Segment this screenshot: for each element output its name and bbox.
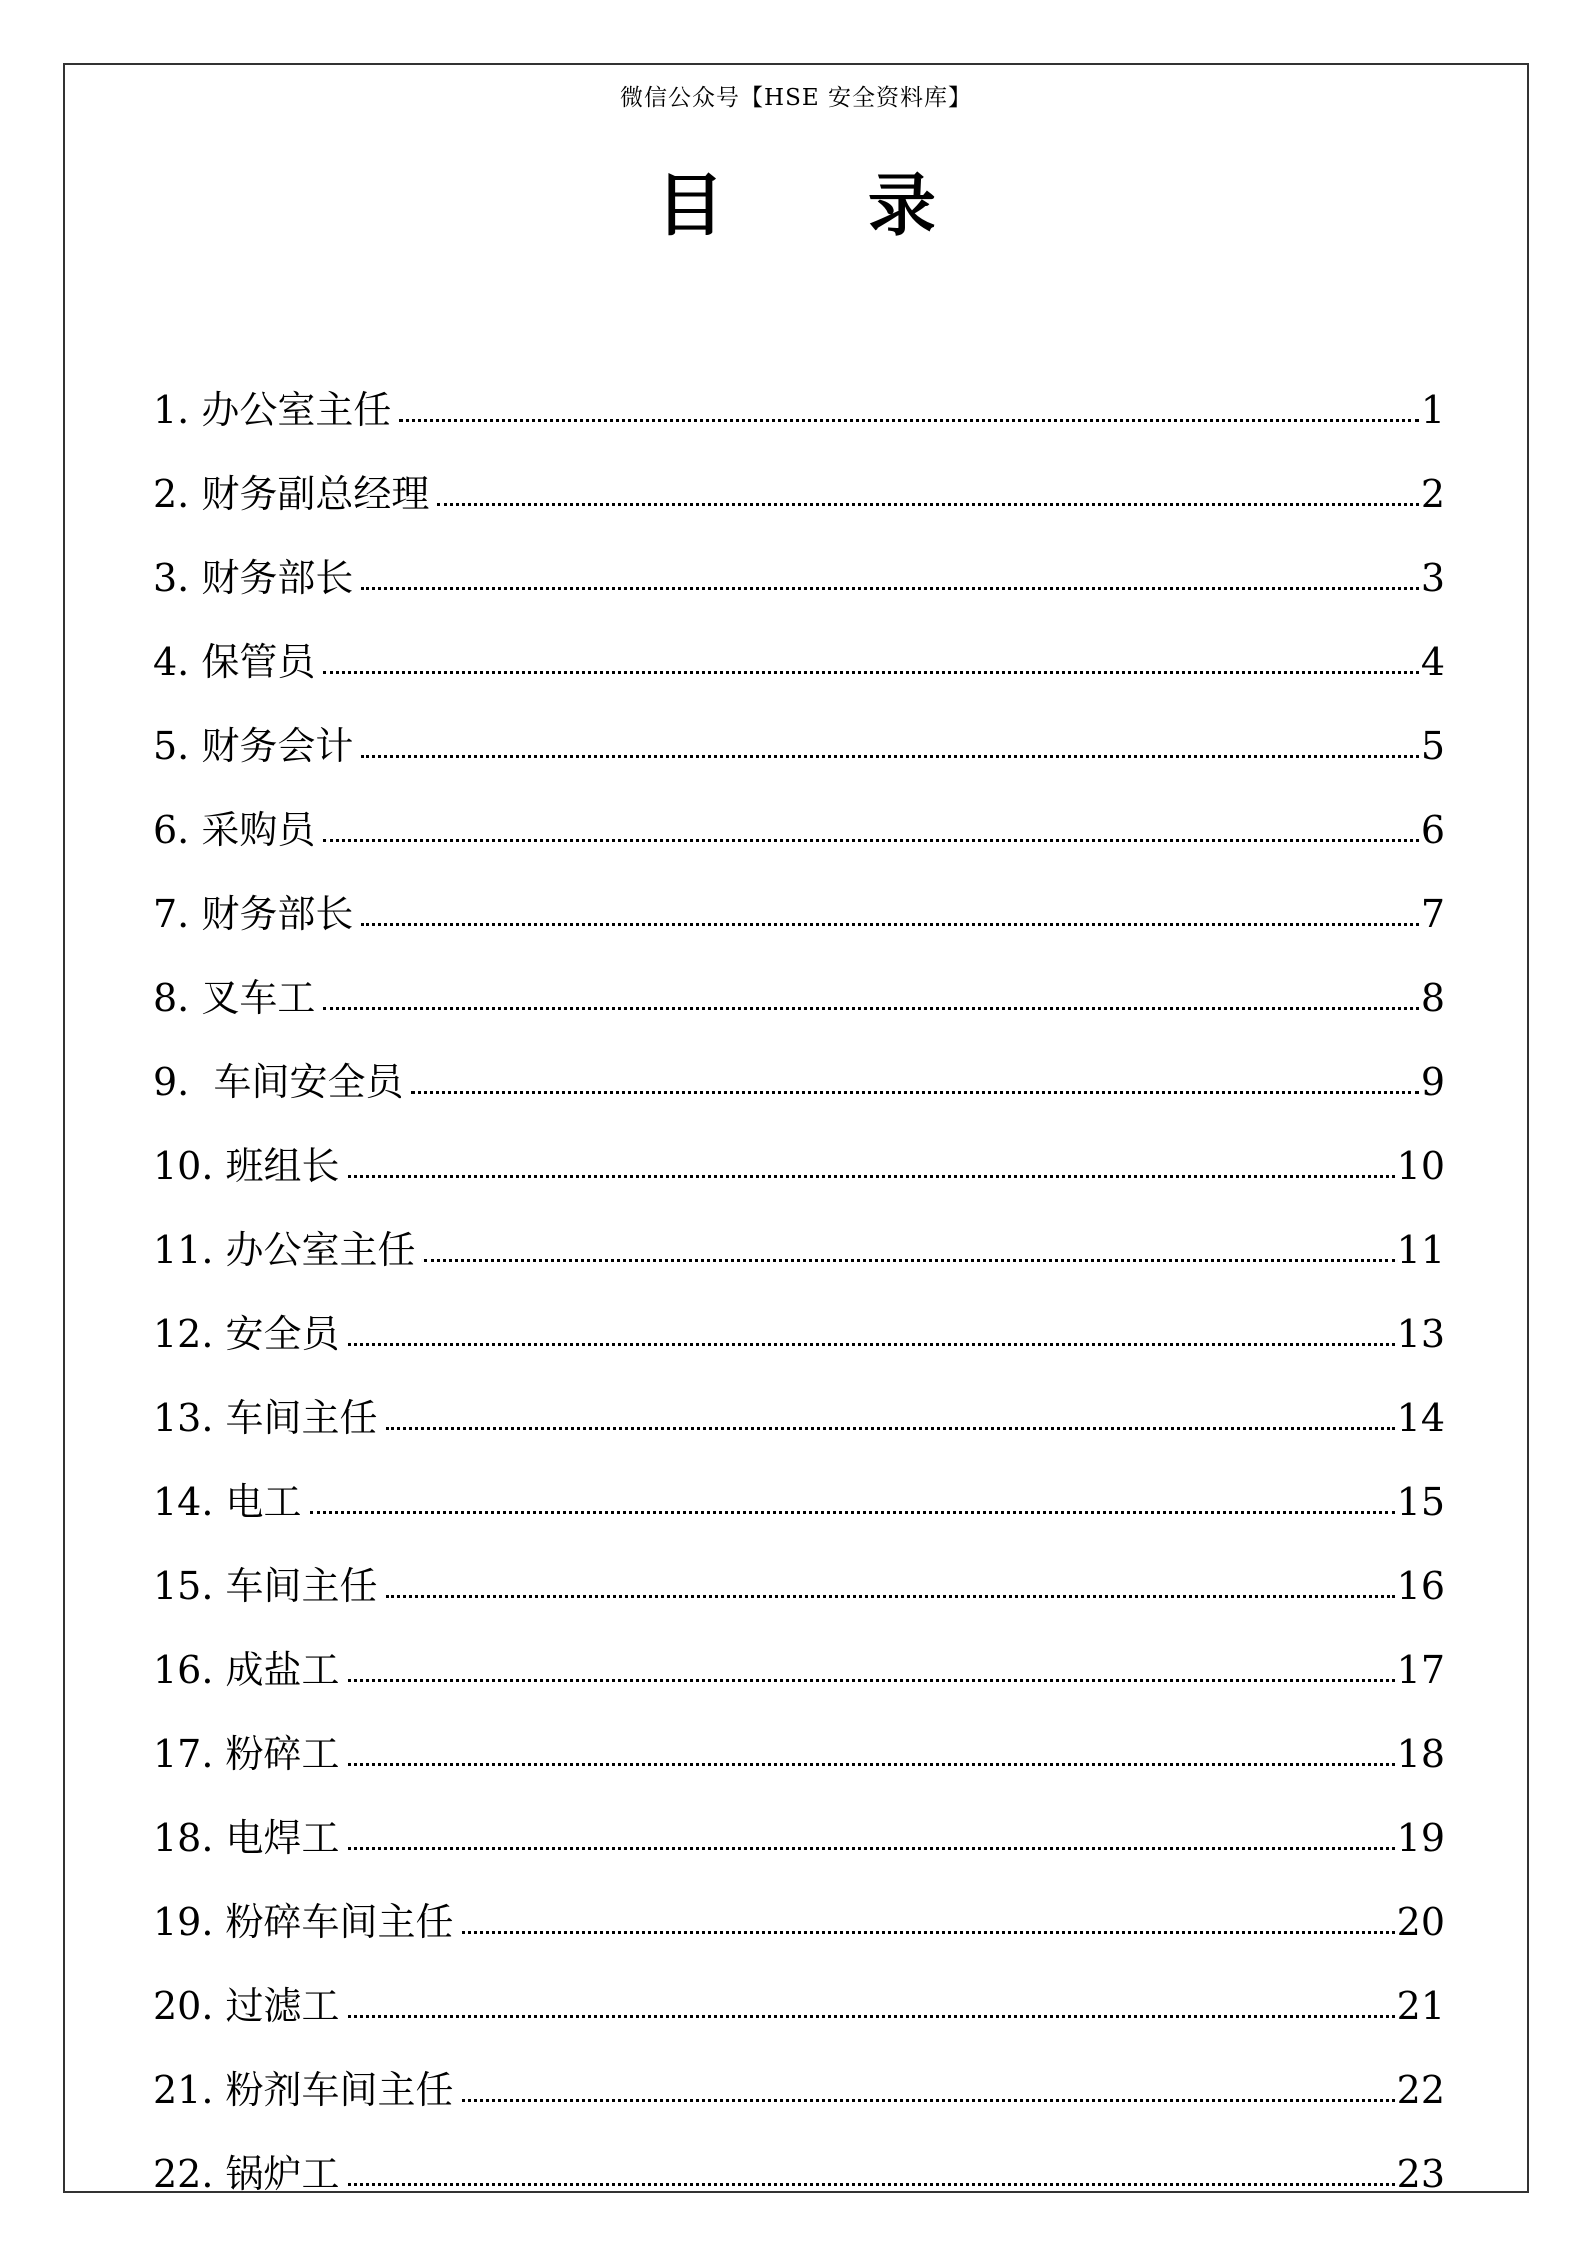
toc-dot-leader bbox=[348, 1175, 1395, 1178]
toc-entry[interactable] bbox=[153, 1857, 1445, 1944]
toc-entry-number: 1. bbox=[153, 388, 190, 432]
toc-entry-label: 过滤工 bbox=[225, 1984, 340, 2028]
toc-dot-leader bbox=[310, 1511, 1395, 1514]
toc-dot-leader bbox=[386, 1595, 1395, 1598]
toc-entry-page-number: 1 bbox=[1420, 388, 1445, 432]
toc-dot-leader bbox=[348, 1847, 1395, 1850]
toc-dot-leader bbox=[323, 1007, 1418, 1010]
toc-entry-label: 粉剂车间主任 bbox=[225, 2068, 454, 2112]
toc-dot-leader bbox=[399, 419, 1418, 422]
toc-entry[interactable] bbox=[153, 1437, 1445, 1524]
toc-dot-leader bbox=[424, 1259, 1395, 1262]
toc-entry-page-number: 13 bbox=[1396, 1312, 1445, 1356]
toc-entry[interactable] bbox=[153, 933, 1445, 1020]
toc-entry-number: 14. bbox=[153, 1480, 214, 1524]
toc-entry-number: 5. bbox=[153, 724, 190, 768]
toc-entry-page-number: 7 bbox=[1420, 892, 1445, 936]
toc-entry-label: 办公室主任 bbox=[225, 1228, 416, 1272]
toc-entry-label: 财务部长 bbox=[201, 892, 354, 936]
toc-entry-number: 4. bbox=[153, 640, 190, 684]
toc-entry-label: 采购员 bbox=[201, 808, 316, 852]
toc-entry-label: 成盐工 bbox=[225, 1648, 340, 1692]
toc-dot-leader bbox=[348, 1679, 1395, 1682]
toc-dot-leader bbox=[348, 2183, 1395, 2186]
toc-entry-number: 17. bbox=[153, 1732, 214, 1776]
toc-dot-leader bbox=[361, 587, 1418, 590]
toc-entry-page-number: 10 bbox=[1396, 1144, 1445, 1188]
toc-entry-number: 2. bbox=[153, 472, 190, 516]
toc-entry-label: 粉碎工 bbox=[225, 1732, 340, 1776]
toc-entry-page-number: 16 bbox=[1396, 1564, 1445, 1608]
toc-dot-leader bbox=[348, 2015, 1395, 2018]
toc-entry-page-number: 18 bbox=[1396, 1732, 1445, 1776]
toc-entry[interactable] bbox=[153, 1773, 1445, 1860]
toc-dot-leader bbox=[348, 1763, 1395, 1766]
toc-entry-number: 15. bbox=[153, 1564, 214, 1608]
toc-entry-page-number: 8 bbox=[1420, 976, 1445, 1020]
toc-entry[interactable] bbox=[153, 1521, 1445, 1608]
toc-entry-page-number: 11 bbox=[1396, 1228, 1445, 1272]
toc-entry[interactable] bbox=[153, 1941, 1445, 2028]
toc-entry[interactable] bbox=[153, 1689, 1445, 1776]
toc-dot-leader bbox=[462, 1931, 1395, 1934]
toc-entry-number: 18. bbox=[153, 1816, 214, 1860]
toc-entry-page-number: 14 bbox=[1396, 1396, 1445, 1440]
toc-entry-label: 财务副总经理 bbox=[201, 472, 430, 516]
toc-entry-number: 11. bbox=[153, 1228, 214, 1272]
toc-entry-number: 7. bbox=[153, 892, 190, 936]
toc-entry-page-number: 21 bbox=[1396, 1984, 1445, 2028]
toc-entry[interactable] bbox=[153, 1101, 1445, 1188]
toc-entry-page-number: 23 bbox=[1396, 2152, 1445, 2196]
toc-entry[interactable] bbox=[153, 1185, 1445, 1272]
toc-entry-page-number: 22 bbox=[1396, 2068, 1445, 2112]
toc-entry-label: 财务会计 bbox=[201, 724, 354, 768]
toc-entry-label: 班组长 bbox=[225, 1144, 340, 1188]
toc-entry-page-number: 9 bbox=[1420, 1060, 1445, 1104]
toc-entry[interactable] bbox=[153, 765, 1445, 852]
toc-entry-label: 车间主任 bbox=[225, 1396, 378, 1440]
toc-entry-page-number: 15 bbox=[1396, 1480, 1445, 1524]
toc-entry-number: 6. bbox=[153, 808, 190, 852]
toc-entry-label: 锅炉工 bbox=[225, 2152, 340, 2196]
toc-entry-number: 9. bbox=[153, 1060, 190, 1104]
toc-entry-number: 21. bbox=[153, 2068, 214, 2112]
toc-entry-page-number: 2 bbox=[1420, 472, 1445, 516]
toc-entry-label: 电焊工 bbox=[225, 1816, 340, 1860]
toc-entry-page-number: 3 bbox=[1420, 556, 1445, 600]
toc-entry[interactable] bbox=[153, 2109, 1445, 2196]
toc-entry[interactable] bbox=[153, 345, 1445, 432]
toc-dot-leader bbox=[348, 1343, 1395, 1346]
toc-dot-leader bbox=[361, 755, 1418, 758]
toc-entry-label: 安全员 bbox=[225, 1312, 340, 1356]
toc-entry-page-number: 20 bbox=[1396, 1900, 1445, 1944]
toc-entry-number: 8. bbox=[153, 976, 190, 1020]
toc-entry-number: 13. bbox=[153, 1396, 214, 1440]
toc-dot-leader bbox=[361, 923, 1418, 926]
toc-entry-number: 20. bbox=[153, 1984, 214, 2028]
toc-entry-label: 财务部长 bbox=[201, 556, 354, 600]
toc-entry-label: 车间安全员 bbox=[201, 1060, 404, 1104]
toc-entry-number: 16. bbox=[153, 1648, 214, 1692]
toc-entry-number: 3. bbox=[153, 556, 190, 600]
toc-entry[interactable] bbox=[153, 1269, 1445, 1356]
toc-entry-number: 10. bbox=[153, 1144, 214, 1188]
toc-entry-page-number: 19 bbox=[1396, 1816, 1445, 1860]
header-source-line: 微信公众号【HSE 安全资料库】 bbox=[620, 85, 972, 111]
toc-dot-leader bbox=[411, 1091, 1418, 1094]
toc-entry[interactable] bbox=[153, 1605, 1445, 1692]
toc-dot-leader bbox=[323, 839, 1418, 842]
toc-entry[interactable] bbox=[153, 1353, 1445, 1440]
toc-dot-leader bbox=[462, 2099, 1395, 2102]
toc-dot-leader bbox=[386, 1427, 1395, 1430]
toc-entry-label: 叉车工 bbox=[201, 976, 316, 1020]
toc-entry-page-number: 6 bbox=[1420, 808, 1445, 852]
toc-entry[interactable] bbox=[153, 681, 1445, 768]
toc-entry-label: 办公室主任 bbox=[201, 388, 392, 432]
toc-entry-label: 粉碎车间主任 bbox=[225, 1900, 454, 1944]
toc-entry[interactable] bbox=[153, 1017, 1445, 1104]
toc-dot-leader bbox=[323, 671, 1418, 674]
toc-entry[interactable] bbox=[153, 2025, 1445, 2112]
toc-entry-page-number: 17 bbox=[1396, 1648, 1445, 1692]
toc-entry-number: 12. bbox=[153, 1312, 214, 1356]
toc-entry-label: 车间主任 bbox=[225, 1564, 378, 1608]
page-frame bbox=[63, 63, 1529, 2196]
toc-entry-number: 22. bbox=[153, 2152, 214, 2196]
toc-entry-label: 电工 bbox=[225, 1480, 302, 1524]
toc-entry[interactable] bbox=[153, 597, 1445, 684]
toc-entry[interactable] bbox=[153, 429, 1445, 516]
table-of-contents bbox=[153, 345, 1445, 2196]
page-title: 目 录 bbox=[656, 167, 996, 246]
toc-entry[interactable] bbox=[153, 513, 1445, 600]
toc-dot-leader bbox=[437, 503, 1418, 506]
toc-entry-page-number: 5 bbox=[1420, 724, 1445, 768]
toc-entry-number: 19. bbox=[153, 1900, 214, 1944]
toc-entry-page-number: 4 bbox=[1420, 640, 1445, 684]
toc-entry-label: 保管员 bbox=[201, 640, 316, 684]
toc-entry[interactable] bbox=[153, 849, 1445, 936]
